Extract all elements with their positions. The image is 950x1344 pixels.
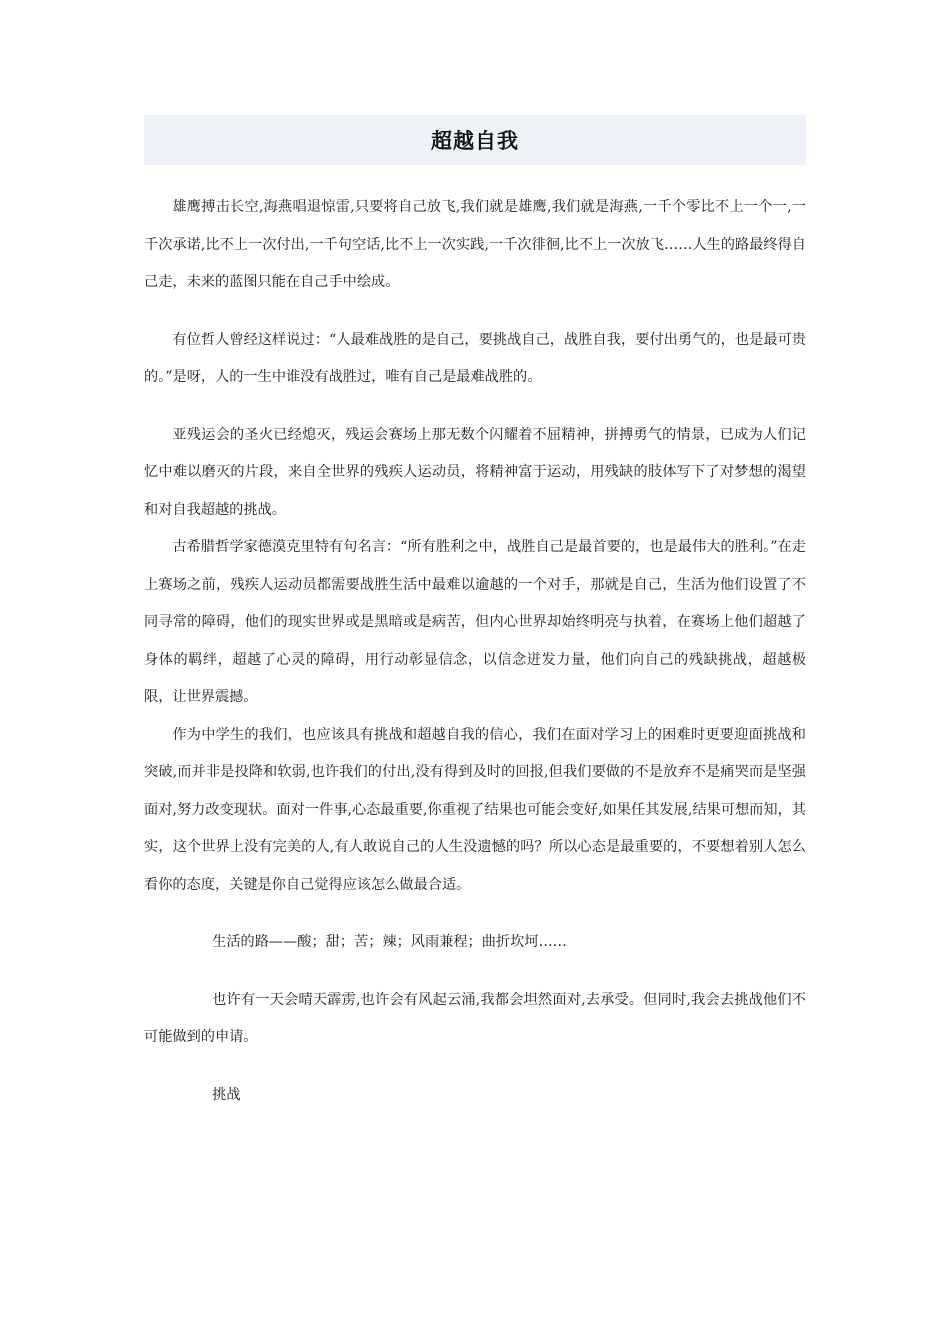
paragraph-2: 有位哲人曾经这样说过：“人最难战胜的是自己，要挑战自己，战胜自我，要付出勇气的，也是最可贵的。”是呀，人的一生中谁没有战胜过，唯有自己是最难战胜的。 xyxy=(144,331,806,385)
paragraph-1: 雄鹰搏击长空,海燕唱退惊雷,只要将自己放飞,我们就是雄鹰,我们就是海燕,一千个零比不上一个一,一千次承诺,比不上一次付出,一千句空话,比不上一次实践,一千次徘徊,比不上一次放飞……人生的路最终得自己走，未来的蓝图只能在自己手中绘成。 xyxy=(144,199,806,290)
paragraph-7: 也许有一天会晴天霹雳,也许会有风起云涌,我都会坦然面对,去承受。但同时,我会去挑战他们不可能做到的申请。 xyxy=(144,991,806,1045)
paragraph-6: 生活的路——酸；甜；苦；辣；风雨兼程；曲折坎坷…… xyxy=(212,934,567,950)
document-title: 超越自我 xyxy=(431,128,519,153)
paragraph-8: 挑战 xyxy=(212,1086,241,1103)
document-page xyxy=(144,115,806,1114)
paragraph-5: 作为中学生的我们，也应该具有挑战和超越自我的信心，我们在面对学习上的困难时更要迎面挑战和突破,而并非是投降和软弱,也许我们的付出,没有得到及时的回报,但我们要做的不是放弃不是痛哭而是坚强面对,努力改变现状。面对一件事,心态最重要,你重视了结果也可能会变好,如果任其发展,结果可想而知，其实，这个世界上没有完美的人,有人敢说自己的人生没遗憾的吗？所以心态是最重要的，不要想着别人怎么看你的态度，关键是你自己觉得应该怎么做最合适。 xyxy=(144,726,806,893)
title-banner xyxy=(144,115,806,165)
paragraph-4: 古希腊哲学家德漠克里特有句名言：“所有胜利之中，战胜自己是最首要的，也是最伟大的胜利。”在走上赛场之前，残疾人运动员都需要战胜生活中最难以逾越的一个对手，那就是自己，生活为他们设置了不同寻常的障碍，他们的现实世界或是黑暗或是病苦，但内心世界却始终明亮与执着，在赛场上他们超越了身体的羁绊，超越了心灵的障碍，用行动彰显信念，以信念迸发力量，他们向自己的残缺挑战，超越极限，让世界震撼。 xyxy=(144,539,806,705)
paragraph-3: 亚残运会的圣火已经熄灭，残运会赛场上那无数个闪耀着不屈精神，拼搏勇气的情景，已成为人们记忆中难以磨灭的片段，来自全世界的残疾人运动员，将精神富于运动，用残缺的肢体写下了对梦想的渴望和对自我超越的挑战。 xyxy=(144,426,806,518)
